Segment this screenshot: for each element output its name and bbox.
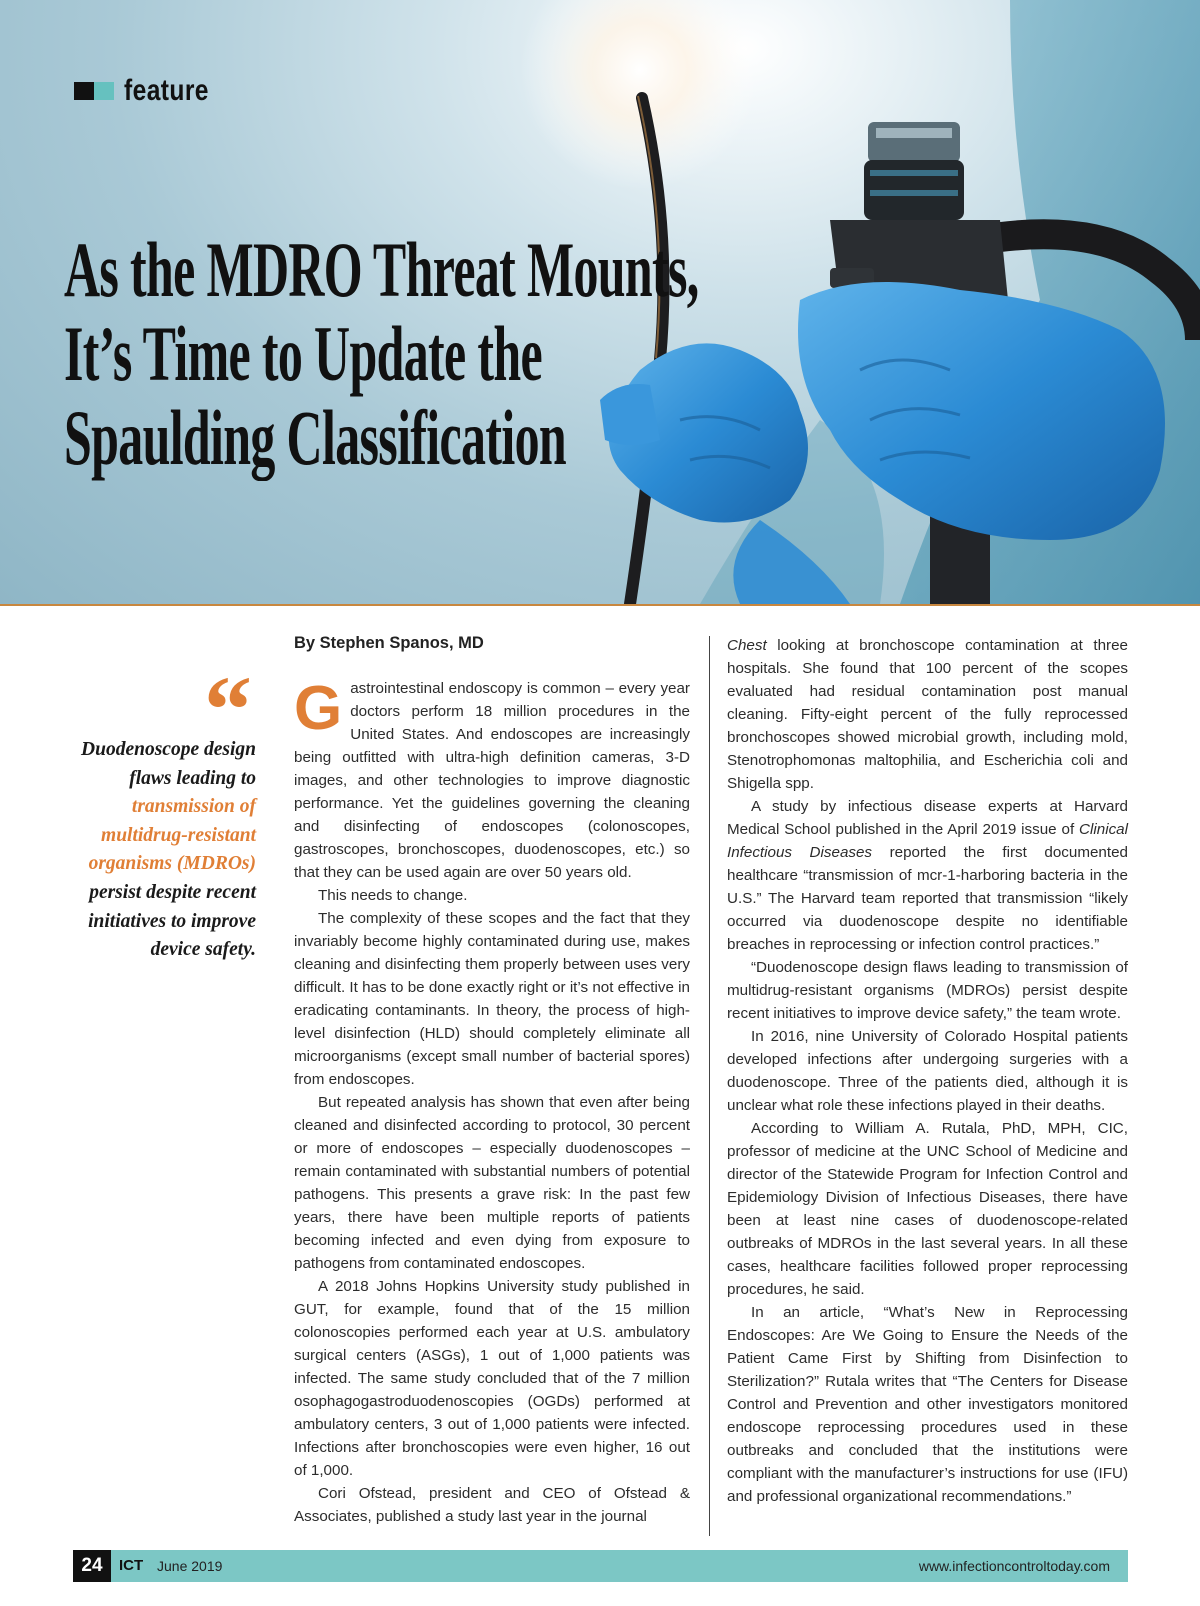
article-column-1 <box>294 674 690 1537</box>
footer-brand: ICT <box>119 1557 144 1574</box>
byline: By Stephen Spanos, MD <box>294 634 484 652</box>
paragraph: The complexity of these scopes and the fact that they invariably become highly contaminated during use, makes cleaning and disinfecting them properly between uses very difficult. It has to be done exactly right or it’s not effective in eradicating contaminants. In theory, the process of high-level disinfection (HLD) should completely eliminate all microorganisms (except small number of bacterial spores) from endoscopes. <box>294 910 690 1088</box>
hero-divider <box>0 604 1200 606</box>
paragraph: This needs to change. <box>318 887 468 904</box>
paragraph: Cori Ofstead, president and CEO of Ofstead & Associates, published a study last year in the journal <box>294 1485 690 1525</box>
section-label: feature <box>124 74 209 107</box>
pull-quote-text <box>60 736 256 965</box>
headline-line-2: It’s Time to Update the <box>64 310 542 397</box>
section-tag-icon <box>74 82 114 100</box>
page-number: 24 <box>73 1550 111 1582</box>
paragraph: In 2016, nine University of Colorado Hospital patients developed infections after undergoing surgeries with a duodenoscope. Three of the patients died, although it is unclear what role these infections played in their deaths. <box>727 1028 1128 1114</box>
pull-quote-part-2: persist despite recent initiatives to improve device safety. <box>88 881 256 961</box>
pull-quote <box>60 656 256 965</box>
journal-title: Clinical Infectious Diseases <box>727 821 1128 861</box>
paragraph: A 2018 Johns Hopkins University study published in GUT, for example, found that of the 15 million colonoscopies performed each year at U.S. ambulatory surgical centers (ASGs), 1 out of 1,000 patients was infected. The same study concluded that of the 7 million osophagogastroduodenoscopies (OGDs) performed at ambulatory centers, 3 out of 1,000 patients were infected. Infections after bronchoscopies were even higher, 16 out of 1,000. <box>294 1278 690 1479</box>
paragraph: A study by infectious disease experts at Harvard Medical School published in the April 2019 issue of Clinical Infectious Diseases reported the first documented healthcare “transmission of mcr-1-harboring bacteria in the U.S.” The Harvard team reported that transmission “likely occurred via duodenoscope despite no identifiable breaches in reprocessing or infection control practices.” <box>727 798 1128 953</box>
article-column-2 <box>727 634 1128 1534</box>
paragraph: According to William A. Rutala, PhD, MPH, CIC, professor of medicine at the UNC School of Medicine and director of the Statewide Program for Infection Control and Epidemiology Division of Infectious Diseases, there have been at least nine cases of duodenoscope-related outbreaks of MDROs in the last several years. In all these cases, healthcare facilities followed proper reprocessing procedures, he said. <box>727 1120 1128 1298</box>
journal-title: Chest <box>727 637 767 654</box>
quote-mark-icon: “ <box>204 656 252 763</box>
paragraph: Gastrointestinal endoscopy is common – every year doctors perform 18 million procedures in the United States. And endoscopes are increasingly being outfitted with ultra-high definition cameras, 3-D images, and other technologies to improve diagnostic performance. Yet the guidelines governing the cleaning and disinfecting of endoscopes (colonoscopes, gastroscopes, bronchoscopes, duodenoscopes, etc.) so that they can be used again are over 50 years old. <box>294 674 690 881</box>
paragraph: Chest looking at bronchoscope contamination at three hospitals. She found that 100 percent of the scopes evaluated had residual contamination post manual cleaning. Fifty-eight percent of the fully reprocessed bronchoscopes showed microbial growth, including mold, Stenotrophomonas maltophilia, and Escherichia coli and Shigella spp. <box>727 637 1128 792</box>
hero-image <box>0 0 1200 604</box>
section-tag <box>74 74 228 108</box>
pull-quote-highlight: transmission of multidrug-resistant organisms (MDROs) <box>88 796 256 875</box>
pull-quote-part-1: Duodenoscope design flaws leading to <box>81 739 256 789</box>
page-footer <box>73 1550 1128 1582</box>
paragraph: “Duodenoscope design flaws leading to transmission of multidrug-resistant organisms (MDROs) persist despite recent initiatives to improve device safety,” the team wrote. <box>727 959 1128 1022</box>
paragraph: In an article, “What’s New in Reprocessing Endoscopes: Are We Going to Ensure the Needs of the Patient Came First by Shifting from Disinfection to Sterilization?” Rutala writes that “The Centers for Disease Control and Prevention and other investigators monitored endoscope reprocessing procedures used in these outbreaks and concluded that the institutions were compliant with the manufacturer’s instructions for use (IFU) and professional organizational recommendations.” <box>727 1304 1128 1505</box>
drop-cap: G <box>294 674 343 743</box>
footer-date: June 2019 <box>157 1558 223 1574</box>
footer-url-link[interactable]: www.infectioncontroltoday.com <box>918 1558 1110 1574</box>
headline-line-3: Spaulding Classification <box>64 394 567 481</box>
article-headline <box>64 226 699 481</box>
headline-line-1: As the MDRO Threat Mounts, <box>64 226 699 313</box>
paragraph: But repeated analysis has shown that even after being cleaned and disinfected according to protocol, 30 percent or more of endoscopes – especially duodenoscopes – remain contaminated with substantial numbers of potential pathogens. This presents a grave risk: In the past few years, there have been multiple reports of patients becoming infected and even dying from exposure to pathogens from contaminated endoscopes. <box>294 1094 690 1272</box>
column-divider <box>709 636 710 1536</box>
